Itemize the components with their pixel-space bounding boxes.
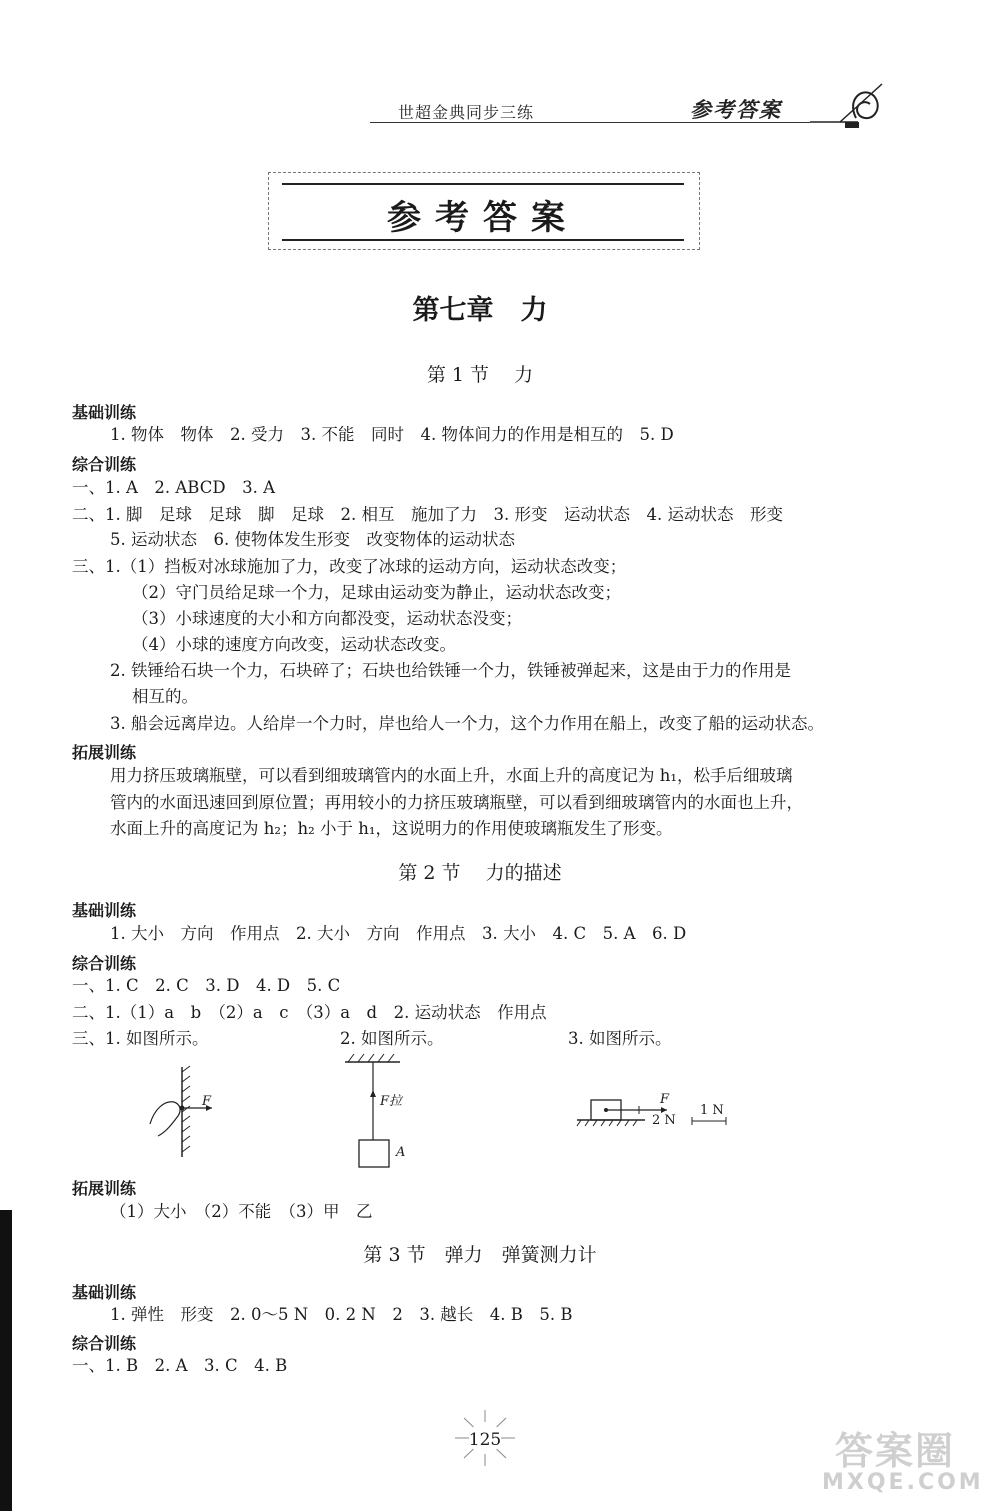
section-1-comp-label: 综合训练 — [72, 455, 137, 474]
figure-2-block-label: A — [396, 1145, 406, 1160]
figure-caption: 3. 如图所示。 — [568, 1029, 672, 1048]
figure-3-force-label: F — [660, 1092, 670, 1107]
page-edge-shadow — [0, 1210, 12, 1511]
answer-line: 管内的水面迅速回到原位置；再用较小的力挤压玻璃瓶壁，可以看到细玻璃管内的水面也上升， — [110, 793, 803, 812]
answer-line: 2. 铁锤给石块一个力，石块碎了；石块也给铁锤一个力，铁锤被弹起来，这是由于力的作用是 — [110, 661, 791, 680]
answer-line: 3. 船会远离岸边。人给岸一个力时，岸也给人一个力，这个力作用在船上，改变了船的运动状态。 — [110, 714, 824, 733]
answer-line: 用力挤压玻璃瓶壁，可以看到细玻璃管内的水面上升，水面上升的高度记为 h₁，松手后细玻璃 — [110, 766, 793, 785]
section-3-title: 第 3 节 弹力 弹簧测力计 — [363, 1244, 597, 1266]
answer-line: 一、1. A 2. ABCD 3. A — [72, 478, 275, 497]
answer-line: 二、1.（1）a b （2）a c （3）a d 2. 运动状态 作用点 — [72, 1003, 547, 1022]
header-rule — [370, 122, 810, 123]
book-title: 世超金典同步三练 — [398, 103, 535, 122]
answer-line: 相互的。 — [132, 687, 198, 706]
chapter-title: 第七章 力 — [412, 295, 548, 326]
answer-line: （3）小球速度的大小和方向都没变，运动状态没变； — [132, 609, 522, 628]
answer-line: 二、1. 脚 足球 足球 脚 足球 2. 相互 施加了力 3. 形变 运动状态 4. 运动状态 形变 — [72, 505, 783, 524]
answer-line: 一、1. C 2. C 3. D 4. D 5. C — [72, 976, 341, 995]
figure-3-scale-bar — [690, 1116, 730, 1126]
section-3-basic-label: 基础训练 — [72, 1283, 137, 1302]
answer-line: （2）守门员给足球一个力，足球由运动变为静止，运动状态改变； — [132, 583, 621, 602]
paperclip-icon — [800, 78, 890, 134]
figure-2-hanging-block — [340, 1050, 420, 1175]
header-section-label: 参考答案 — [690, 97, 782, 122]
answer-line: （1）大小 （2）不能 （3）甲 乙 — [110, 1202, 373, 1221]
answer-line: 三、1.（1）挡板对冰球施加了力，改变了冰球的运动方向，运动状态改变； — [72, 557, 627, 576]
answer-line: 水面上升的高度记为 h₂；h₂ 小于 h₁，这说明力的作用使玻璃瓶发生了形变。 — [110, 819, 673, 838]
figure-caption: 2. 如图所示。 — [340, 1029, 444, 1048]
answer-line: 1. 大小 方向 作用点 2. 大小 方向 作用点 3. 大小 4. C 5. A 6. D — [110, 924, 687, 943]
watermark-url: MXQE.COM — [822, 1470, 984, 1495]
answer-line: （4）小球的速度方向改变，运动状态改变。 — [132, 635, 456, 654]
answer-line: 5. 运动状态 6. 使物体发生形变 改变物体的运动状态 — [110, 530, 515, 549]
section-1-basic-label: 基础训练 — [72, 403, 137, 422]
section-1-ext-label: 拓展训练 — [72, 743, 137, 762]
figure-1-hand-push — [140, 1062, 240, 1162]
banner-title: 参考答案 — [387, 198, 579, 238]
figure-2-force-label: F拉 — [380, 1094, 403, 1109]
answer-line: 1. 物体 物体 2. 受力 3. 不能 同时 4. 物体间力的作用是相互的 5. D — [110, 425, 674, 444]
figure-3-value-label: 2 N — [652, 1113, 676, 1128]
section-2-basic-label: 基础训练 — [72, 901, 137, 920]
page-number: 125 — [468, 1430, 502, 1450]
answer-line: 一、1. B 2. A 3. C 4. B — [72, 1356, 288, 1375]
figure-1-force-label: F — [202, 1094, 212, 1109]
figure-3-scale-label: 1 N — [700, 1103, 724, 1118]
answer-line: 1. 弹性 形变 2. 0～5 N 0. 2 N 2 3. 越长 4. B 5. B — [110, 1305, 573, 1324]
section-2-title: 第 2 节 力的描述 — [398, 862, 562, 884]
section-3-comp-label: 综合训练 — [72, 1334, 137, 1353]
figure-caption: 三、1. 如图所示。 — [72, 1029, 209, 1048]
section-2-ext-label: 拓展训练 — [72, 1179, 137, 1198]
section-1-title: 第 1 节 力 — [426, 364, 534, 386]
watermark-logo: 答案圈 — [835, 1429, 956, 1473]
section-2-comp-label: 综合训练 — [72, 954, 137, 973]
